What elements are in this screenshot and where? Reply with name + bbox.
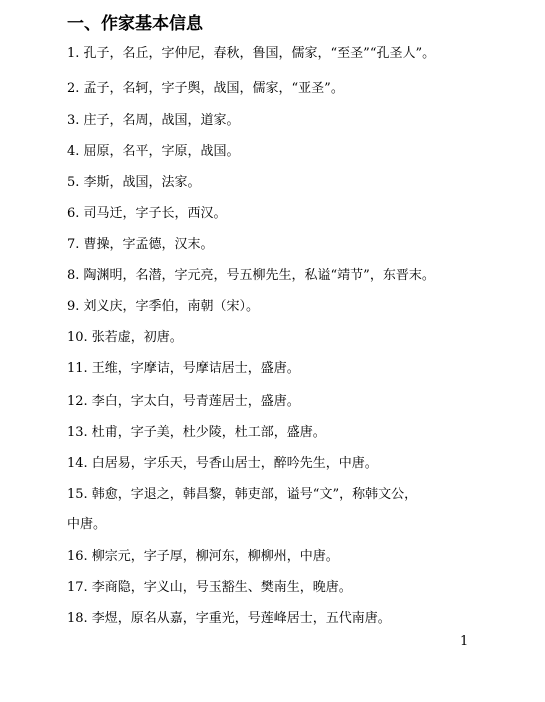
author-entry-12: 12. 李白，字太白，号青莲居士，盛唐。 bbox=[67, 394, 300, 409]
author-entry-5: 5. 李斯，战国，法家。 bbox=[67, 175, 201, 190]
author-entry-15: 15. 韩愈，字退之，韩昌黎，韩吏部，谥号“文”，称韩文公， bbox=[67, 487, 418, 502]
author-entry-2: 2. 孟子，名轲，字子舆，战国，儒家，“亚圣”。 bbox=[67, 81, 344, 96]
author-entry-10: 10. 张若虚，初唐。 bbox=[67, 330, 183, 345]
author-entry-11: 11. 王维，字摩诘，号摩诘居士，盛唐。 bbox=[67, 361, 300, 376]
author-entry-4: 4. 屈原，名平，字原，战国。 bbox=[67, 144, 240, 159]
author-entry-1: 1. 孔子，名丘，字仲尼，春秋，鲁国，儒家，“至圣”“孔圣人”。 bbox=[67, 46, 436, 61]
author-entry-8: 8. 陶渊明，名潜，字元亮，号五柳先生，私谥“靖节”，东晋末。 bbox=[67, 268, 435, 283]
author-entry-9: 9. 刘义庆，字季伯，南朝（宋）。 bbox=[67, 299, 260, 314]
author-entry-18: 18. 李煜，原名从嘉，字重光，号莲峰居士，五代南唐。 bbox=[67, 611, 391, 626]
author-entry-6: 6. 司马迁，字子长，西汉。 bbox=[67, 206, 227, 221]
section-heading: 一、作家基本信息 bbox=[67, 14, 203, 34]
author-entry-15-continued: 中唐。 bbox=[67, 517, 107, 532]
author-entry-7: 7. 曹操，字孟德，汉末。 bbox=[67, 237, 214, 252]
page-number: 1 bbox=[460, 634, 469, 649]
author-entry-13: 13. 杜甫，字子美，杜少陵，杜工部，盛唐。 bbox=[67, 425, 326, 440]
author-entry-14: 14. 白居易，字乐天，号香山居士，醉吟先生，中唐。 bbox=[67, 456, 378, 471]
author-entry-16: 16. 柳宗元，字子厚，柳河东，柳柳州，中唐。 bbox=[67, 549, 339, 564]
author-entry-17: 17. 李商隐，字义山，号玉豁生、樊南生，晚唐。 bbox=[67, 580, 352, 595]
author-entry-3: 3. 庄子，名周，战国，道家。 bbox=[67, 113, 240, 128]
